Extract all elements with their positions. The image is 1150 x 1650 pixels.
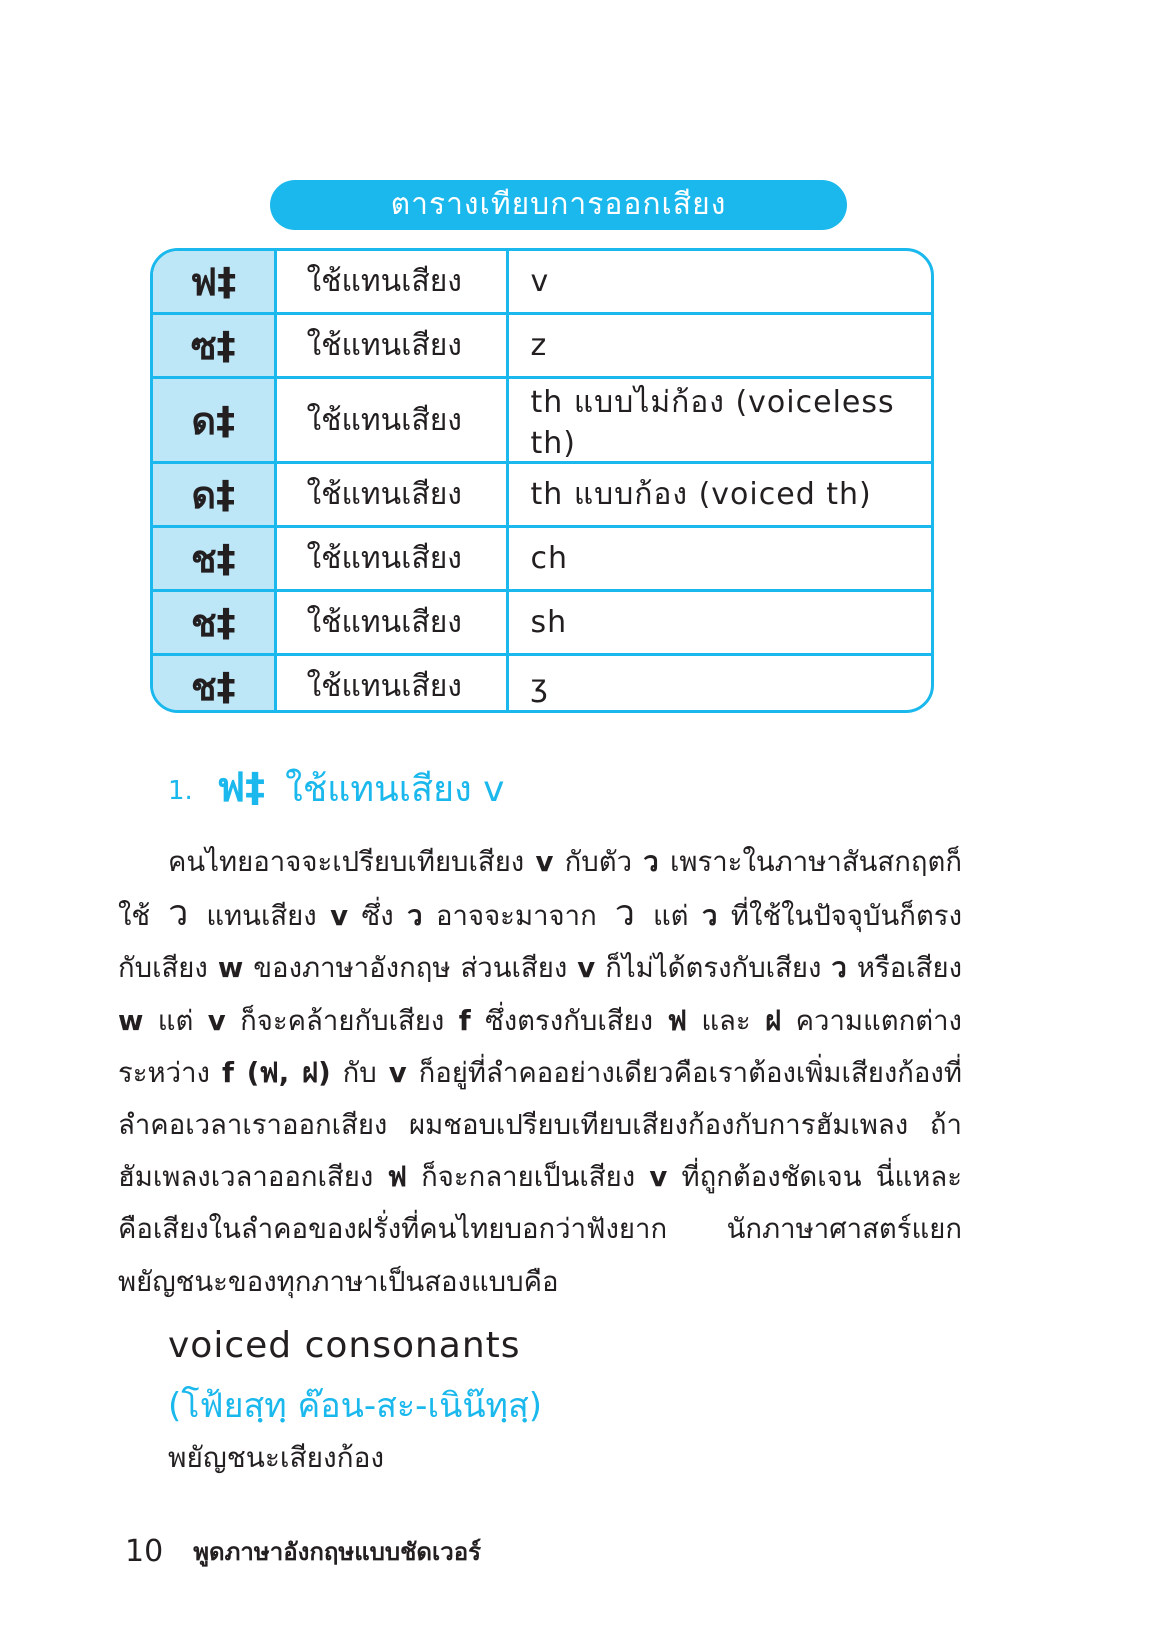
text: อาจจะมาจาก bbox=[422, 900, 597, 933]
table-row bbox=[153, 378, 931, 463]
page-number: 10 bbox=[125, 1534, 164, 1569]
sound-cell: v bbox=[507, 251, 931, 314]
table-title: ตารางเทียบการออกเสียง bbox=[270, 180, 847, 230]
use-cell: ใช้แทนเสียง bbox=[275, 463, 507, 527]
text: เพราะในภาษาสันสกฤตก็ใช้ bbox=[118, 846, 962, 933]
table-row bbox=[153, 314, 931, 378]
sound-cell: ch bbox=[507, 527, 931, 591]
bold-term: w bbox=[217, 952, 244, 985]
text: แต่ bbox=[143, 1004, 208, 1037]
bold-term: ฟ bbox=[387, 1161, 407, 1194]
term-english: voiced consonants bbox=[168, 1325, 521, 1366]
table-row bbox=[153, 527, 931, 591]
sound-cell: th แบบไม่ก้อง (voiceless th) bbox=[507, 378, 931, 463]
section-symbol: ฟ‡ bbox=[216, 765, 266, 811]
sanskrit-symbol: ว bbox=[614, 893, 635, 935]
text: กับตัว bbox=[553, 846, 644, 878]
text: ก็อยู่ที่ลำคออย่างเดียวคือเราต้องเพิ่มเสียงก้องที่ลำคอเวลาเราออกเสียง ผมชอบเปรียบเทียบเสียงก้องกับการฮัมเพลง ถ้าฮัมเพลงเวลาออกเสียง bbox=[118, 1056, 962, 1194]
text: ก็จะกลายเป็นเสียง bbox=[406, 1161, 650, 1194]
text: คนไทยอาจจะเปรียบเทียบเสียง bbox=[168, 846, 536, 878]
use-cell: ใช้แทนเสียง bbox=[275, 591, 507, 655]
text: และ bbox=[686, 1004, 766, 1037]
use-cell: ใช้แทนเสียง bbox=[275, 527, 507, 591]
use-cell: ใช้แทนเสียง bbox=[275, 655, 507, 714]
text: ที่ถูกต้องชัดเจน นี่แหละคือเสียงในลำคอของฝรั่งที่คนไทยบอกว่าฟังยาก นักภาษาศาสตร์แยกพยัญชนะของทุกภาษาเป็นสองแบบคือ bbox=[118, 1161, 962, 1298]
section-title: ใช้แทนเสียง v bbox=[285, 769, 505, 810]
use-cell: ใช้แทนเสียง bbox=[275, 314, 507, 378]
sound-cell: sh bbox=[507, 591, 931, 655]
symbol-cell: ด‡ bbox=[153, 378, 275, 463]
book-title: พูดภาษาอังกฤษแบบชัดเวอร์ bbox=[193, 1538, 481, 1566]
symbol-cell: ซ‡ bbox=[153, 314, 275, 378]
page-footer bbox=[125, 1532, 481, 1571]
table-row bbox=[153, 655, 931, 714]
pronunciation-table bbox=[150, 248, 934, 713]
text: ความแตกต่างระหว่าง bbox=[118, 1004, 962, 1089]
text: ที่ใช้ในปัจจุบันก็ตรงกับเสียง bbox=[118, 900, 962, 985]
bold-term: v bbox=[535, 846, 554, 878]
text: กับ bbox=[330, 1056, 389, 1089]
text: ก็จะคล้ายกับเสียง bbox=[225, 1004, 459, 1037]
bold-term: f (ฟ, ฝ) bbox=[221, 1056, 331, 1089]
term-meaning: พยัญชนะเสียงก้อง bbox=[168, 1441, 385, 1474]
term-pronunciation: (โฟ้ยสฺทฺ ค๊อน-สะ-เนิน๊ทฺสฺ) bbox=[168, 1386, 542, 1426]
paragraph bbox=[118, 836, 962, 1308]
sound-cell: ʒ bbox=[530, 669, 549, 704]
symbol-cell: ฟ‡ bbox=[153, 251, 275, 314]
text: ก็ไม่ได้ตรงกับเสียง bbox=[595, 952, 832, 985]
text: แทนเสียง bbox=[206, 900, 331, 933]
text: แต่ bbox=[652, 900, 702, 933]
bold-term: v bbox=[577, 952, 596, 985]
section-number: 1. bbox=[168, 776, 193, 806]
sound-cell: z bbox=[507, 314, 931, 378]
text: ซึ่งตรงกับเสียง bbox=[470, 1004, 668, 1037]
text: หรือเสียง bbox=[846, 952, 963, 985]
bold-term: ว bbox=[831, 952, 847, 985]
bold-term: ว bbox=[702, 900, 718, 933]
symbol-cell: ด‡ bbox=[153, 463, 275, 527]
bold-term: v bbox=[388, 1056, 407, 1089]
table-row bbox=[153, 463, 931, 527]
bold-term: ฟ bbox=[667, 1004, 687, 1037]
bold-term: f bbox=[458, 1004, 471, 1037]
sanskrit-symbol: ว bbox=[168, 893, 189, 935]
symbol-cell: ช‡ bbox=[153, 527, 275, 591]
bold-term: v bbox=[330, 900, 349, 933]
table-row bbox=[153, 591, 931, 655]
use-cell: ใช้แทนเสียง bbox=[275, 251, 507, 314]
symbol-cell: ช‡ bbox=[153, 655, 275, 714]
symbol-cell: ช‡ bbox=[153, 591, 275, 655]
table-row bbox=[153, 251, 931, 314]
body-paragraph bbox=[118, 836, 962, 1308]
text: ซึ่ง bbox=[348, 900, 408, 933]
use-cell: ใช้แทนเสียง bbox=[275, 378, 507, 463]
bold-term: ว bbox=[643, 846, 659, 878]
bold-term: ฝ bbox=[765, 1004, 782, 1037]
sound-cell: th แบบก้อง (voiced th) bbox=[507, 463, 931, 527]
text: ของภาษาอังกฤษ ส่วนเสียง bbox=[243, 952, 578, 985]
bold-term: w bbox=[118, 1004, 144, 1037]
bold-term: v bbox=[649, 1161, 668, 1194]
bold-term: v bbox=[207, 1004, 226, 1037]
bold-term: ว bbox=[407, 900, 423, 933]
section-heading bbox=[168, 755, 504, 819]
